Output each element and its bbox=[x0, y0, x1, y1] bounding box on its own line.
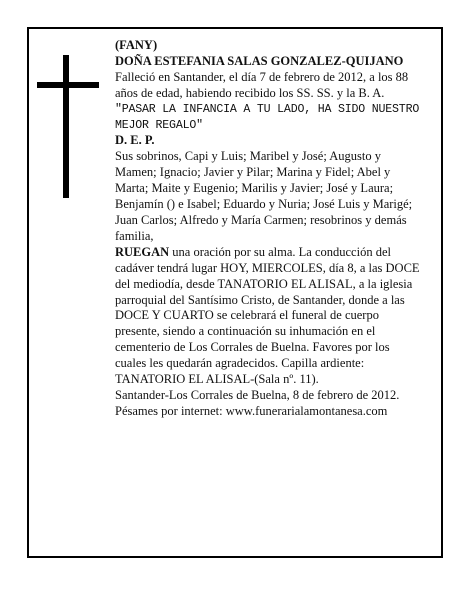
place-date: Santander-Los Corrales de Buelna, 8 de febrero de 2012. bbox=[115, 387, 400, 402]
condolences-label: Pésames por internet: bbox=[115, 403, 223, 418]
ruegan-text: una oración por su alma. La conducción del cadáver tendrá lugar HOY, MIERCOLES, día 8, a las DOCE del mediodía, desde TANATORIO EL ALISAL, a la iglesia parroquial del Santísimo Cristo, de Santander, donde a las DOCE Y CUARTO se celebrará el funeral de cuerpo presente, siendo a continuación su inhumación en el cementerio de Los Corrales de Buelna. Favores por los cuales les quedarán agradecidos. Capilla ardiente: TANATORIO EL ALISAL-(Sala nº. 11). bbox=[115, 244, 420, 387]
memorial-quote: "PASAR LA INFANCIA A TU LADO, HA SIDO NUESTRO MEJOR REGALO" bbox=[115, 102, 420, 132]
nickname: (FANY) bbox=[115, 38, 158, 52]
cross-vertical-bar bbox=[63, 55, 69, 198]
condolences-url[interactable]: www.funerarialamontanesa.com bbox=[225, 403, 388, 418]
deceased-name: DOÑA ESTEFANIA SALAS GONZALEZ-QUIJANO bbox=[115, 53, 404, 68]
condolences-line bbox=[115, 404, 421, 420]
family-list: Sus sobrinos, Capi y Luis; Maribel y José; Augusto y Mamen; Ignacio; Javier y Pilar; Marina y Fidel; Abel y Marta; Maite y Eugenio; Marilis y Javier; José y Laura; Benjamín () e Isabel; Eduardo y Nuria; José Luis y Marigé; Juan Carlos; Alfredo y María Carmen; resobrinos y demás familia, bbox=[115, 149, 413, 243]
death-notice: Falleció en Santander, el día 7 de febrero de 2012, a los 88 años de edad, habiendo recibido los SS. SS. y la B. A. bbox=[115, 69, 409, 100]
ruegan-paragraph bbox=[115, 245, 421, 388]
ruegan-label: RUEGAN bbox=[115, 244, 170, 259]
dep-label: D. E. P. bbox=[115, 133, 155, 148]
cross-horizontal-bar bbox=[37, 82, 99, 88]
obituary-text bbox=[115, 38, 421, 420]
